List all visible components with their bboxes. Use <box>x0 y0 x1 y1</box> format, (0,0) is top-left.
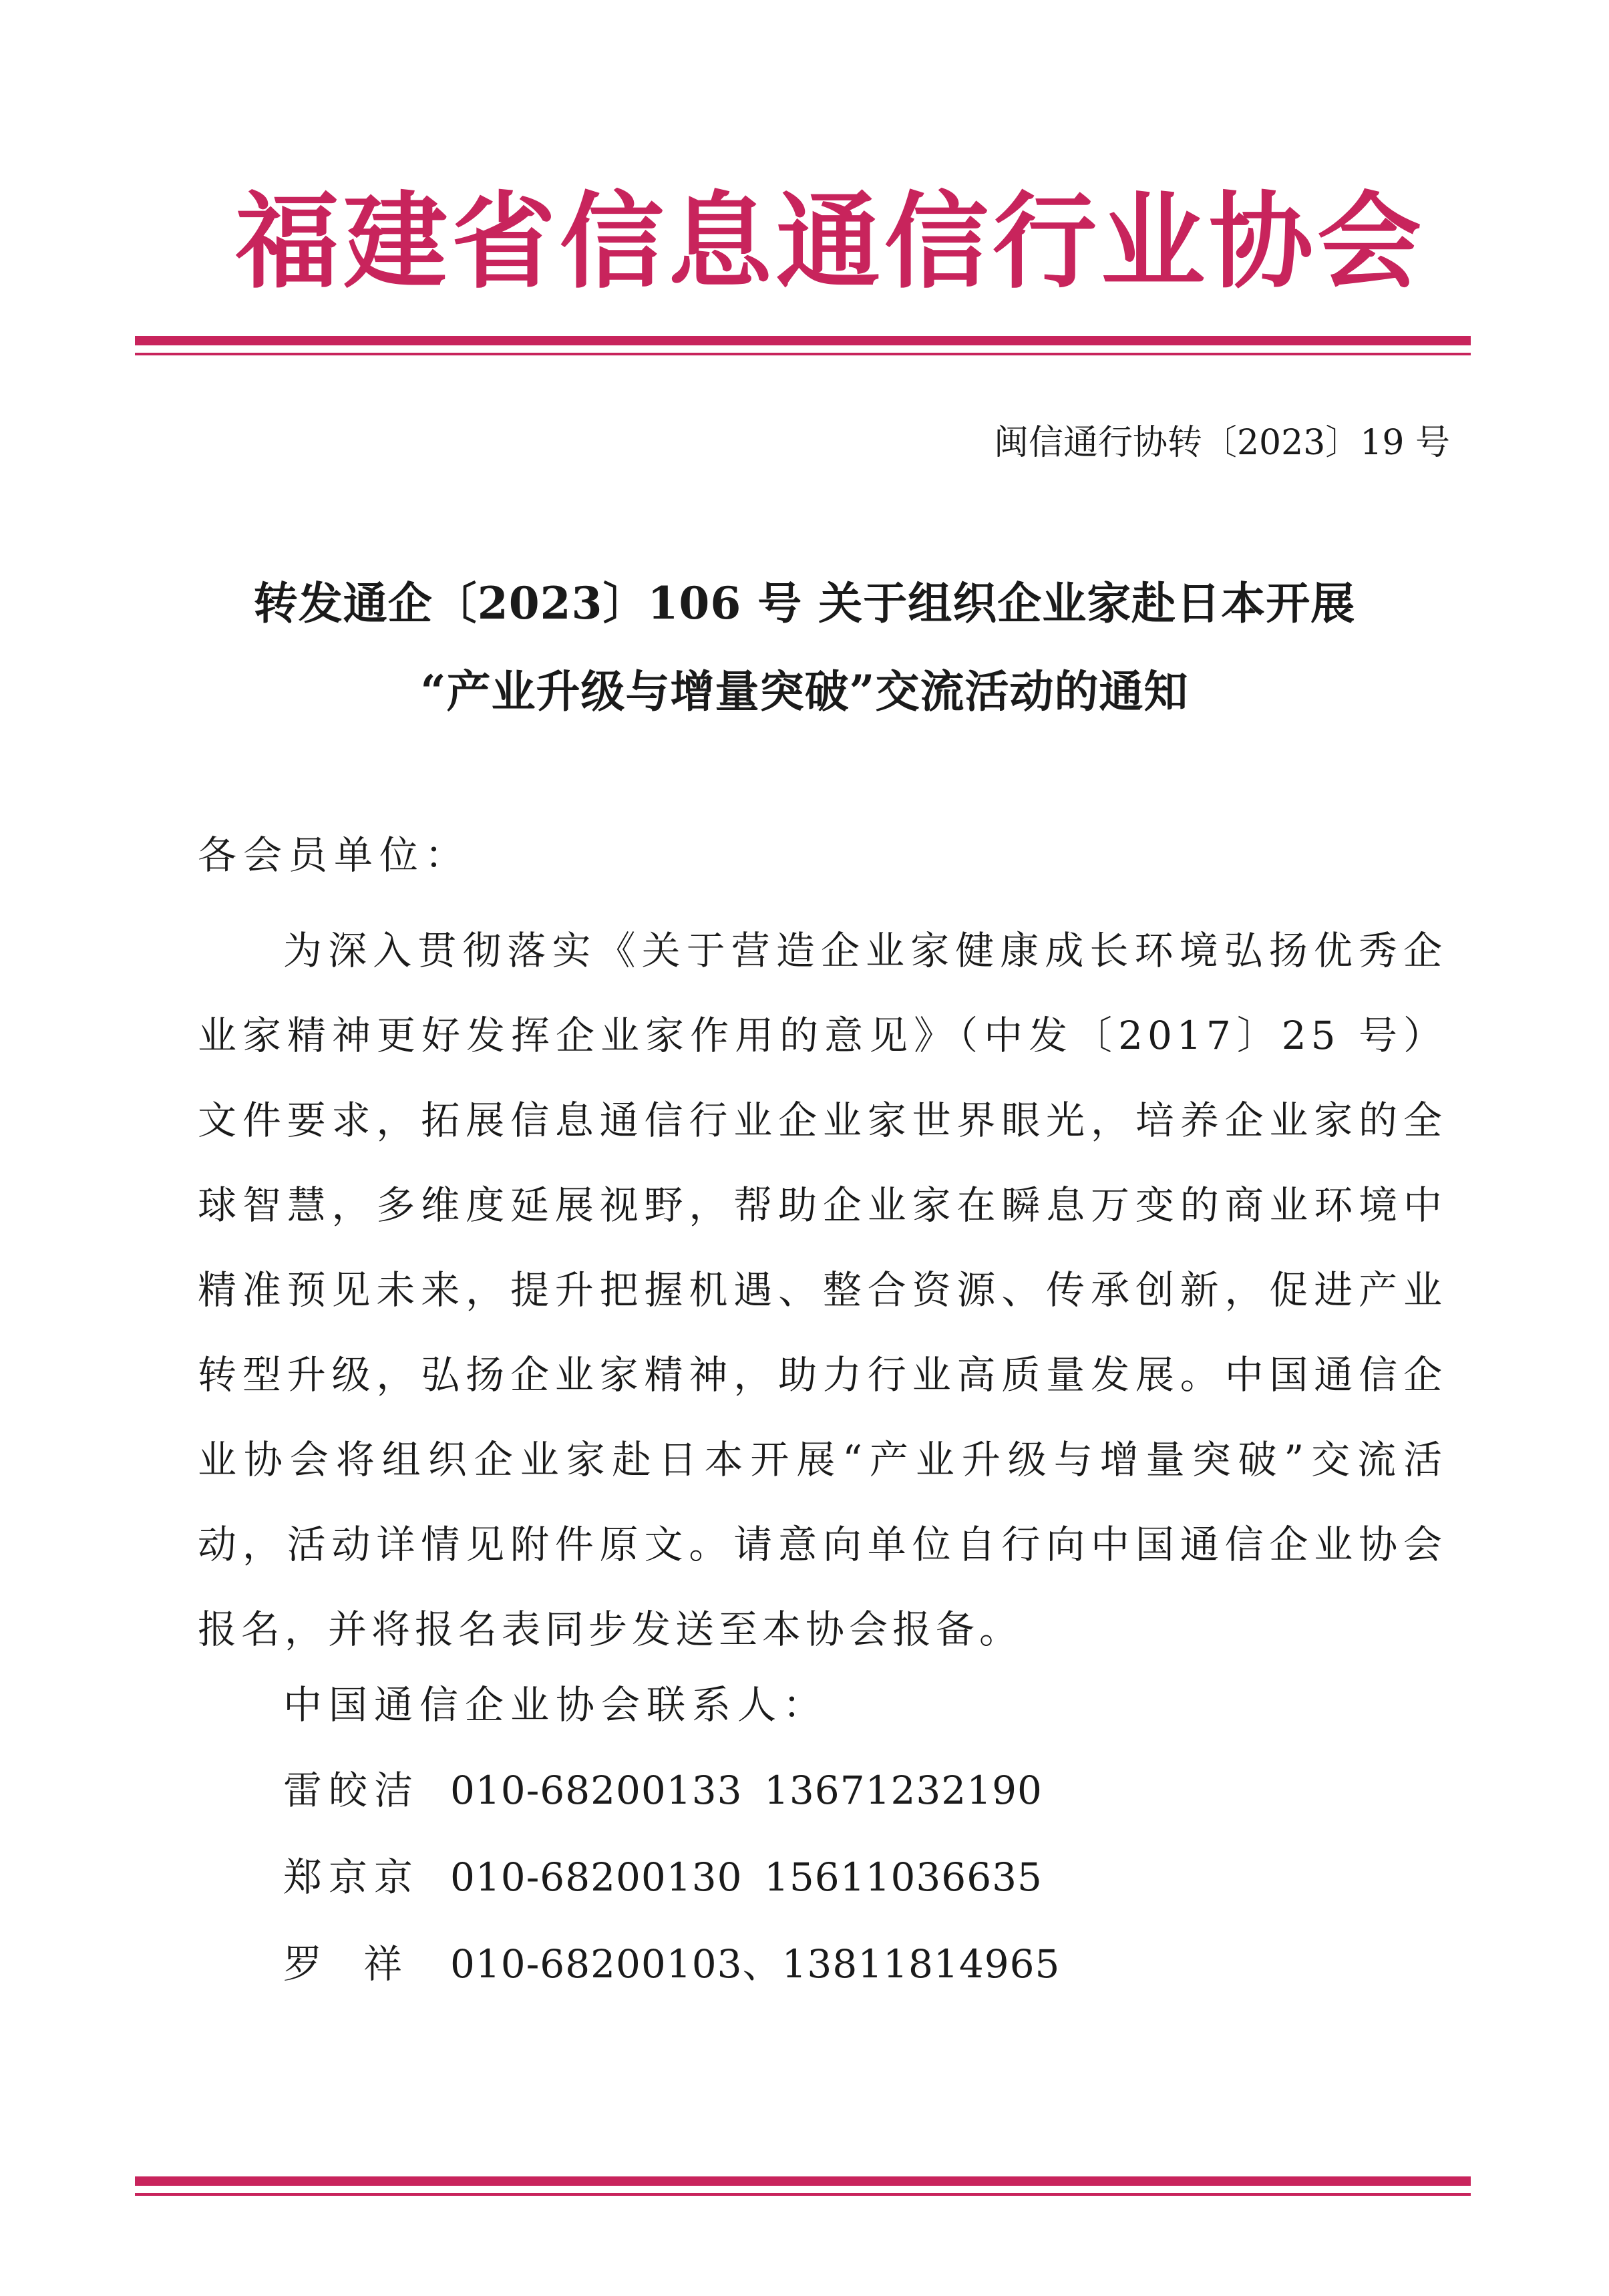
contact-phone: 010-68200133 <box>450 1768 743 1813</box>
footer-rule-thick <box>135 2176 1471 2186</box>
contact-phone: 010-68200130 <box>450 1854 743 1900</box>
contact-name: 雷皎洁 <box>283 1768 420 1813</box>
contact-row <box>283 1764 1043 1817</box>
contact-name: 郑京京 <box>283 1854 420 1900</box>
contacts-heading: 中国通信企业协会联系人： <box>283 1682 829 1728</box>
letterhead-rule-thin <box>135 353 1471 355</box>
contact-mobile: 13671232190 <box>764 1768 1043 1813</box>
contact-name: 罗祥 <box>283 1941 444 1987</box>
contact-row <box>283 1850 1043 1904</box>
letterhead-title: 福建省信息通信行业协会 <box>235 180 1425 303</box>
contact-row <box>283 1937 1060 1991</box>
document-title-line-1: 转发通企〔2023〕106 号 关于组织企业家赴日本开展 <box>253 577 1356 629</box>
footer-rule-thin <box>135 2193 1471 2196</box>
contact-phone: 010-68200103、 <box>450 1941 782 1987</box>
contact-mobile: 15611036635 <box>764 1854 1043 1900</box>
body-paragraph: 为深入贯彻落实《关于营造企业家健康成长环境弘扬优秀企业家精神更好发挥企业家作用的意见》（中发〔2017〕25 号）文件要求，拓展信息通信行业企业家世界眼光，培养企业家的全球智慧，多维度延展视野，帮助企业家在瞬息万变的商业环境中精准预见未来，提升把握机遇、整合资源、传承创新，促进产业转型升级，弘扬企业家精神，助力行业高质量发展。中国通信企业协会将组织企业家赴日本开展“产业升级与增量突破”交流活动，活动详情见附件原文。请意向单位自行向中国通信企业协会报名，并将报名表同步发送至本协会报备。 <box>198 928 1447 1652</box>
document-number: 闽信通行协转〔2023〕19 号 <box>993 423 1450 463</box>
letterhead-rule-thick <box>135 336 1471 345</box>
salutation: 各会员单位： <box>198 832 471 878</box>
document-title-line-2: “产业升级与增量突破”交流活动的通知 <box>420 665 1189 717</box>
contact-mobile: 13811814965 <box>781 1941 1061 1987</box>
